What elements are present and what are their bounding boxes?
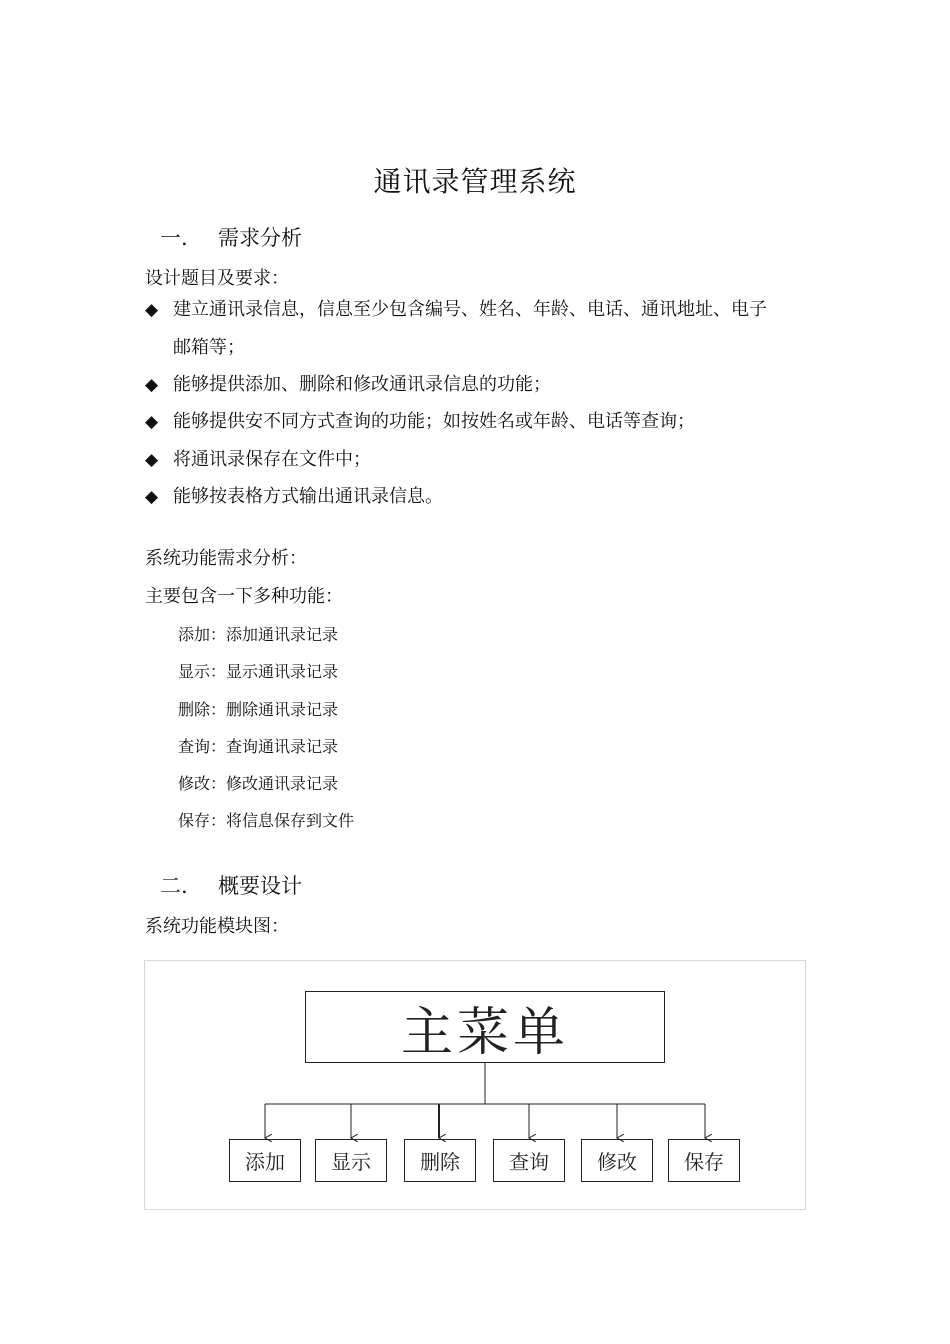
section-2-number: 二. (160, 874, 188, 898)
diamond-bullet-icon: ◆ (145, 487, 159, 507)
bullet-text: 能够提供安不同方式查询的功能；如按姓名或年龄、电话等查询； (173, 411, 695, 432)
section-2-heading (160, 870, 302, 900)
main-menu-box: 主菜单 (305, 991, 665, 1063)
bullet-text: 能够按表格方式输出通讯录信息。 (173, 486, 443, 507)
section-1-number: 一. (160, 226, 188, 250)
module-box-modify: 修改 (581, 1139, 653, 1182)
module-box-save: 保存 (668, 1139, 740, 1182)
bullet-item (145, 407, 695, 433)
function-item: 查询：查询通讯录记录 (178, 737, 339, 756)
bullet-text: 将通讯录保存在文件中； (173, 449, 371, 470)
bullet-item (145, 445, 371, 471)
section-2-title: 概要设计 (218, 874, 302, 898)
func-req-label: 系统功能需求分析： (145, 548, 307, 569)
bullet-text: 能够提供添加、删除和修改通讯录信息的功能； (173, 374, 551, 395)
bullet-item (145, 295, 767, 321)
design-intro: 设计题目及要求： (145, 268, 289, 289)
bullet-item (145, 482, 443, 508)
bullet-text: 建立通讯录信息，信息至少包含编号、姓名、年龄、电话、通讯地址、电子 (173, 299, 767, 320)
bullet-item (145, 370, 551, 396)
module-diagram-label: 系统功能模块图： (145, 916, 289, 937)
function-item: 删除：删除通讯录记录 (178, 700, 339, 719)
diamond-bullet-icon: ◆ (145, 450, 159, 470)
module-box-show: 显示 (315, 1139, 387, 1182)
function-item: 添加：添加通讯录记录 (178, 625, 339, 644)
diamond-bullet-icon: ◆ (145, 375, 159, 395)
bullet-continuation: 邮箱等； (173, 337, 245, 358)
module-box-delete: 删除 (404, 1139, 476, 1182)
function-item: 修改：修改通讯录记录 (178, 774, 339, 793)
diamond-bullet-icon: ◆ (145, 412, 159, 432)
function-item: 显示：显示通讯录记录 (178, 662, 339, 681)
module-box-query: 查询 (493, 1139, 565, 1182)
section-1-title: 需求分析 (218, 226, 302, 250)
func-intro: 主要包含一下多种功能： (145, 586, 343, 607)
section-1-heading (160, 222, 302, 252)
module-box-add: 添加 (229, 1139, 301, 1182)
function-item: 保存：将信息保存到文件 (178, 811, 355, 830)
module-diagram (144, 960, 806, 1210)
page-title: 通讯录管理系统 (373, 165, 577, 198)
diamond-bullet-icon: ◆ (145, 300, 159, 320)
